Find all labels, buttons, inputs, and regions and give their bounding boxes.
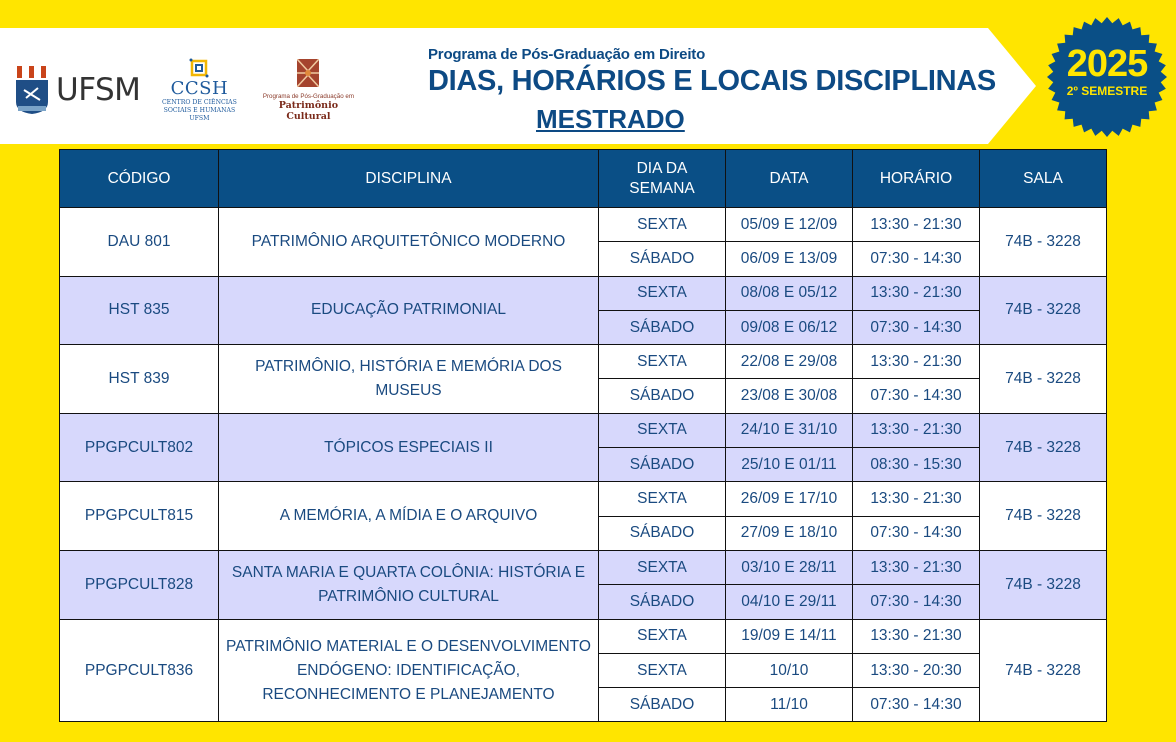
course-code: PPGPCULT828	[60, 550, 219, 619]
patrimonio-subtitle: Programa de Pós-Graduação em	[262, 92, 354, 100]
session-date: 06/09 E 13/09	[726, 242, 853, 276]
session-date: 11/10	[726, 688, 853, 722]
ufsm-logo	[14, 64, 140, 116]
session-day: SEXTA	[599, 653, 726, 687]
ccsh-mark-icon	[189, 58, 209, 78]
course-room: 74B - 3228	[980, 345, 1107, 414]
session-time: 08:30 - 15:30	[853, 448, 980, 482]
course-code: PPGPCULT802	[60, 413, 219, 482]
session-time: 07:30 - 14:30	[853, 585, 980, 619]
session-day: SÁBADO	[599, 242, 726, 276]
level-title: MESTRADO	[536, 104, 685, 134]
session-time: 13:30 - 21:30	[853, 482, 980, 516]
session-day: SEXTA	[599, 482, 726, 516]
session-time: 07:30 - 14:30	[853, 688, 980, 722]
session-time: 07:30 - 14:30	[853, 242, 980, 276]
session-date: 08/08 E 05/12	[726, 276, 853, 310]
session-time: 07:30 - 14:30	[853, 379, 980, 413]
table-header-row	[60, 150, 1107, 208]
session-day: SÁBADO	[599, 516, 726, 550]
session-time: 13:30 - 21:30	[853, 550, 980, 584]
table-row	[60, 345, 1107, 379]
session-time: 13:30 - 20:30	[853, 653, 980, 687]
session-time: 07:30 - 14:30	[853, 516, 980, 550]
header-sala: SALA	[980, 150, 1107, 208]
page-title: DIAS, HORÁRIOS E LOCAIS DISCIPLINAS	[428, 65, 996, 97]
course-name: PATRIMÔNIO, HISTÓRIA E MEMÓRIA DOS MUSEUS	[219, 345, 599, 414]
table-row	[60, 413, 1107, 447]
course-name: A MEMÓRIA, A MÍDIA E O ARQUIVO	[219, 482, 599, 551]
session-time: 13:30 - 21:30	[853, 208, 980, 242]
course-room: 74B - 3228	[980, 482, 1107, 551]
course-name: EDUCAÇÃO PATRIMONIAL	[219, 276, 599, 345]
session-date: 22/08 E 29/08	[726, 345, 853, 379]
session-time: 13:30 - 21:30	[853, 345, 980, 379]
course-name: PATRIMÔNIO MATERIAL E O DESENVOLVIMENTO ENDÓGENO: IDENTIFICAÇÃO, RECONHECIMENTO E PLANEJAMENTO	[219, 619, 599, 722]
header-dia-semana: DIA DA SEMANA	[599, 150, 726, 208]
session-date: 09/08 E 06/12	[726, 310, 853, 344]
session-day: SEXTA	[599, 413, 726, 447]
header-horario: HORÁRIO	[853, 150, 980, 208]
course-name: SANTA MARIA E QUARTA COLÔNIA: HISTÓRIA E PATRIMÔNIO CULTURAL	[219, 550, 599, 619]
program-subtitle: Programa de Pós-Graduação em Direito	[428, 46, 706, 63]
header-data: DATA	[726, 150, 853, 208]
course-room: 74B - 3228	[980, 619, 1107, 722]
course-room: 74B - 3228	[980, 413, 1107, 482]
session-day: SEXTA	[599, 208, 726, 242]
course-room: 74B - 3228	[980, 550, 1107, 619]
course-name: TÓPICOS ESPECIAIS II	[219, 413, 599, 482]
ccsh-subtitle-2: SOCIAIS E HUMANAS	[163, 107, 236, 114]
session-time: 13:30 - 21:30	[853, 413, 980, 447]
header-codigo: CÓDIGO	[60, 150, 219, 208]
table-row	[60, 550, 1107, 584]
session-day: SÁBADO	[599, 448, 726, 482]
badge-semester: 2º SEMESTRE	[1066, 84, 1148, 98]
session-date: 19/09 E 14/11	[726, 619, 853, 653]
course-code: PPGPCULT815	[60, 482, 219, 551]
course-code: DAU 801	[60, 208, 219, 277]
table-row	[60, 276, 1107, 310]
course-name: PATRIMÔNIO ARQUITETÔNICO MODERNO	[219, 208, 599, 277]
header-titles	[428, 46, 996, 98]
session-date: 26/09 E 17/10	[726, 482, 853, 516]
session-day: SÁBADO	[599, 310, 726, 344]
badge-year: 2025	[1066, 43, 1148, 85]
session-date: 03/10 E 28/11	[726, 550, 853, 584]
course-code: HST 839	[60, 345, 219, 414]
header-disciplina: DISCIPLINA	[219, 150, 599, 208]
session-date: 24/10 E 31/10	[726, 413, 853, 447]
patrimonio-title: Patrimônio Cultural	[278, 99, 339, 122]
ccsh-subtitle-1: CENTRO DE CIÊNCIAS	[161, 99, 237, 106]
logos	[14, 50, 358, 130]
ccsh-logo	[158, 58, 240, 122]
session-day: SÁBADO	[599, 585, 726, 619]
table-row	[60, 208, 1107, 242]
table-row	[60, 482, 1107, 516]
session-date: 23/08 E 30/08	[726, 379, 853, 413]
schedule-table	[59, 149, 1107, 722]
patrimonio-mark-icon	[297, 59, 319, 87]
session-day: SÁBADO	[599, 688, 726, 722]
session-time: 07:30 - 14:30	[853, 310, 980, 344]
ccsh-title: CCSH	[170, 78, 229, 99]
session-day: SÁBADO	[599, 379, 726, 413]
table-row	[60, 619, 1107, 653]
session-date: 04/10 E 29/11	[726, 585, 853, 619]
session-day: SEXTA	[599, 550, 726, 584]
course-code: PPGPCULT836	[60, 619, 219, 722]
session-day: SEXTA	[599, 276, 726, 310]
session-date: 27/09 E 18/10	[726, 516, 853, 550]
session-date: 05/09 E 12/09	[726, 208, 853, 242]
course-room: 74B - 3228	[980, 276, 1107, 345]
session-time: 13:30 - 21:30	[853, 619, 980, 653]
course-room: 74B - 3228	[980, 208, 1107, 277]
session-day: SEXTA	[599, 345, 726, 379]
semester-badge	[1046, 16, 1168, 138]
course-code: HST 835	[60, 276, 219, 345]
session-date: 25/10 E 01/11	[726, 448, 853, 482]
session-date: 10/10	[726, 653, 853, 687]
session-day: SEXTA	[599, 619, 726, 653]
patrimonio-logo	[258, 59, 358, 122]
ufsm-wordmark: UFSM	[56, 72, 141, 108]
ccsh-subtitle-3: UFSM	[189, 115, 210, 122]
ufsm-crest-icon	[14, 64, 50, 116]
session-time: 13:30 - 21:30	[853, 276, 980, 310]
